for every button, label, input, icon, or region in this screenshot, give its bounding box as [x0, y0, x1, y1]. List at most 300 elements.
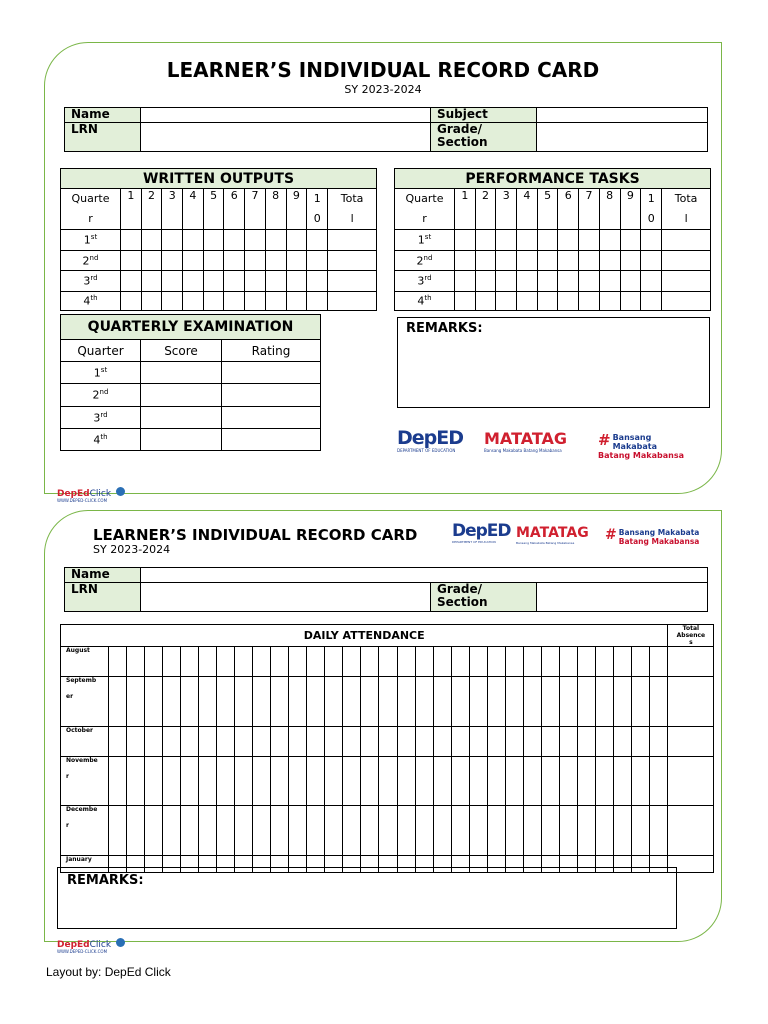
written-outputs-table: [60, 168, 377, 311]
attendance-day-cell[interactable]: [577, 806, 595, 856]
attendance-day-cell[interactable]: [631, 647, 649, 677]
attendance-day-cell[interactable]: [181, 677, 199, 727]
grade-section-label: [431, 123, 537, 152]
attendance-day-cell[interactable]: [523, 806, 541, 856]
watermark-brand-b: Click: [89, 489, 112, 499]
performance-tasks-table: [394, 168, 711, 311]
card1-title: LEARNER’S INDIVIDUAL RECORD CARD: [166, 58, 600, 82]
attendance-day-cell[interactable]: [397, 677, 415, 727]
attendance-day-cell[interactable]: [559, 677, 577, 727]
col-num: 5: [203, 189, 224, 230]
attendance-row: [61, 806, 714, 856]
exam-score-cell[interactable]: [141, 429, 222, 451]
attendance-day-cell[interactable]: [253, 727, 271, 757]
attendance-day-cell[interactable]: [163, 677, 181, 727]
attendance-day-cell[interactable]: [397, 647, 415, 677]
attendance-day-cell[interactable]: [577, 757, 595, 806]
bansang-text: Bansang Makabata: [612, 433, 658, 451]
quarter-head-b: r: [422, 212, 427, 225]
attendance-day-cell[interactable]: [577, 727, 595, 757]
col-num: 3: [496, 189, 517, 230]
attendance-day-cell[interactable]: [541, 677, 559, 727]
attendance-day-cell[interactable]: [613, 647, 631, 677]
written-row-q2: [61, 251, 377, 271]
mouse-cursor-icon: [116, 938, 125, 947]
total-a: Tota: [340, 192, 364, 205]
attendance-day-cell[interactable]: [523, 677, 541, 727]
attendance-day-cell[interactable]: [595, 647, 613, 677]
quarter-sup: rd: [424, 274, 432, 283]
attendance-day-cell[interactable]: [199, 647, 217, 677]
grade-section-field[interactable]: [537, 123, 708, 152]
attendance-day-cell[interactable]: [253, 677, 271, 727]
attendance-day-cell[interactable]: [469, 727, 487, 757]
attendance-day-cell[interactable]: [649, 757, 667, 806]
attendance-day-cell[interactable]: [451, 677, 469, 727]
card2-remarks-label: REMARKS:: [67, 873, 144, 888]
attendance-day-cell[interactable]: [253, 806, 271, 856]
card2-title: LEARNER’S INDIVIDUAL RECORD CARD: [93, 526, 418, 544]
attendance-day-cell[interactable]: [649, 806, 667, 856]
attendance-day-cell[interactable]: [451, 647, 469, 677]
month-label-line: January: [66, 856, 92, 863]
quarter-label: 3: [93, 411, 101, 425]
month-label-line: August: [66, 647, 90, 654]
attendance-day-cell[interactable]: [523, 757, 541, 806]
col-num: 2: [475, 189, 496, 230]
attendance-day-cell[interactable]: [289, 727, 307, 757]
name-field[interactable]: [141, 568, 708, 583]
deped-logo-sub: DEPARTMENT OF EDUCATION: [397, 448, 456, 453]
attendance-day-cell[interactable]: [415, 727, 433, 757]
month-label-line: October: [66, 727, 93, 734]
exam-rating-cell[interactable]: [222, 429, 321, 451]
quarter-label: 4: [417, 294, 425, 308]
attendance-day-cell[interactable]: [289, 677, 307, 727]
attendance-day-cell[interactable]: [559, 727, 577, 757]
attendance-day-cell[interactable]: [109, 727, 127, 757]
lrn-label: LRN: [65, 583, 141, 612]
attendance-day-cell[interactable]: [595, 806, 613, 856]
attendance-day-cell[interactable]: [127, 647, 145, 677]
month-label: [61, 757, 109, 806]
performance-header-row: [395, 189, 711, 230]
col-num: 8: [265, 189, 286, 230]
attendance-day-cell[interactable]: [325, 806, 343, 856]
quarter-head-b: r: [88, 212, 93, 225]
attendance-day-cell[interactable]: [361, 806, 379, 856]
attendance-day-cell[interactable]: [271, 757, 289, 806]
attendance-day-cell[interactable]: [379, 806, 397, 856]
attendance-day-cell[interactable]: [379, 647, 397, 677]
month-label: [61, 727, 109, 757]
attendance-day-cell[interactable]: [199, 677, 217, 727]
ten-b: 0: [647, 212, 655, 225]
attendance-day-cell[interactable]: [541, 757, 559, 806]
attendance-day-cell[interactable]: [595, 677, 613, 727]
matatag-logo-text: MATATAG: [516, 525, 589, 541]
attendance-day-cell[interactable]: [379, 757, 397, 806]
month-label: [61, 677, 109, 727]
attendance-day-cell[interactable]: [199, 806, 217, 856]
col-num: 2: [141, 189, 162, 230]
grade-section-field[interactable]: [537, 583, 708, 612]
attendance-day-cell[interactable]: [613, 677, 631, 727]
month-label-line: Septemb: [66, 677, 97, 684]
attendance-day-cell[interactable]: [217, 647, 235, 677]
attendance-day-cell[interactable]: [451, 757, 469, 806]
attendance-day-cell[interactable]: [361, 757, 379, 806]
performance-row-q1: [395, 230, 711, 251]
attendance-day-cell[interactable]: [127, 806, 145, 856]
written-row-q4: [61, 292, 377, 311]
attendance-row: [61, 727, 714, 757]
exam-rating-cell[interactable]: [222, 407, 321, 429]
attendance-day-cell[interactable]: [325, 677, 343, 727]
quarter-label: 1: [83, 233, 91, 247]
col-num: 4: [517, 189, 538, 230]
attendance-day-cell[interactable]: [199, 757, 217, 806]
attendance-day-cell[interactable]: [325, 727, 343, 757]
attendance-day-cell[interactable]: [163, 727, 181, 757]
col-num: 9: [286, 189, 307, 230]
attendance-day-cell[interactable]: [145, 757, 163, 806]
total-absences-cell[interactable]: [668, 647, 714, 677]
attendance-day-cell[interactable]: [361, 677, 379, 727]
total-absences-line: Absence: [676, 632, 706, 639]
attendance-day-cell[interactable]: [469, 677, 487, 727]
card1-remarks-box[interactable]: [397, 317, 710, 408]
grade-section-label: [431, 583, 537, 612]
exam-col-rating: Rating: [222, 340, 321, 362]
attendance-day-cell[interactable]: [271, 806, 289, 856]
ten-b: 0: [313, 212, 321, 225]
attendance-day-cell[interactable]: [145, 677, 163, 727]
quarter-sup: th: [100, 432, 108, 441]
attendance-day-cell[interactable]: [433, 647, 451, 677]
exam-score-cell[interactable]: [141, 384, 222, 407]
attendance-day-cell[interactable]: [631, 806, 649, 856]
card2-info-table: [64, 567, 708, 612]
attendance-day-cell[interactable]: [145, 727, 163, 757]
attendance-day-cell[interactable]: [163, 806, 181, 856]
deped-logo-sub: DEPARTMENT OF EDUCATION: [452, 540, 496, 544]
attendance-day-cell[interactable]: [109, 677, 127, 727]
col-num: 8: [599, 189, 620, 230]
month-label: [61, 647, 109, 677]
attendance-day-cell[interactable]: [613, 727, 631, 757]
attendance-day-cell[interactable]: [631, 677, 649, 727]
attendance-day-cell[interactable]: [343, 727, 361, 757]
col-num: 1: [455, 189, 476, 230]
hashtag-icon: #: [605, 527, 617, 543]
attendance-day-cell[interactable]: [469, 757, 487, 806]
quarter-label: 2: [82, 254, 90, 268]
attendance-day-cell[interactable]: [253, 757, 271, 806]
attendance-day-cell[interactable]: [343, 806, 361, 856]
attendance-day-cell[interactable]: [379, 727, 397, 757]
exam-rating-cell[interactable]: [222, 384, 321, 407]
quarter-sup: nd: [423, 253, 433, 262]
quarter-label: 1: [93, 366, 101, 380]
daily-attendance-table: [60, 624, 714, 873]
attendance-day-cell[interactable]: [325, 757, 343, 806]
col-num: 3: [162, 189, 183, 230]
attendance-day-cell[interactable]: [487, 757, 505, 806]
attendance-day-cell[interactable]: [559, 806, 577, 856]
deped-click-watermark: [57, 932, 125, 954]
quarter-label: 4: [93, 433, 101, 447]
bansang-makabata-logo: [598, 433, 693, 460]
card1-school-year: SY 2023-2024: [344, 83, 422, 96]
attendance-day-cell[interactable]: [649, 677, 667, 727]
attendance-day-cell[interactable]: [397, 806, 415, 856]
performance-row-q4: [395, 292, 711, 311]
total-absences-cell[interactable]: [668, 757, 714, 806]
exam-score-cell[interactable]: [141, 362, 222, 384]
attendance-day-cell[interactable]: [235, 757, 253, 806]
quarter-label: 4: [83, 294, 91, 308]
quarter-label: 1: [417, 233, 425, 247]
quarter-sup: nd: [99, 388, 109, 397]
attendance-day-cell[interactable]: [523, 727, 541, 757]
attendance-day-cell[interactable]: [289, 647, 307, 677]
attendance-day-cell[interactable]: [109, 647, 127, 677]
attendance-day-cell[interactable]: [505, 727, 523, 757]
attendance-day-cell[interactable]: [235, 727, 253, 757]
attendance-day-cell[interactable]: [613, 806, 631, 856]
matatag-logo: [484, 430, 576, 458]
attendance-day-cell[interactable]: [505, 757, 523, 806]
attendance-day-cell[interactable]: [433, 727, 451, 757]
layout-credit: Layout by: DepEd Click: [46, 965, 171, 979]
attendance-day-cell[interactable]: [487, 727, 505, 757]
performance-tasks-title: PERFORMANCE TASKS: [395, 169, 711, 189]
attendance-day-cell[interactable]: [181, 647, 199, 677]
attendance-day-cell[interactable]: [307, 727, 325, 757]
attendance-day-cell[interactable]: [523, 647, 541, 677]
attendance-day-cell[interactable]: [127, 757, 145, 806]
attendance-day-cell[interactable]: [235, 647, 253, 677]
attendance-day-cell[interactable]: [433, 757, 451, 806]
attendance-day-cell[interactable]: [379, 677, 397, 727]
col-num: 9: [620, 189, 641, 230]
exam-row-q4: [61, 429, 321, 451]
deped-click-watermark: [57, 481, 125, 503]
attendance-day-cell[interactable]: [145, 647, 163, 677]
month-label-line: r: [66, 822, 69, 829]
subject-field[interactable]: [537, 108, 708, 123]
total-absences-cell[interactable]: [668, 806, 714, 856]
attendance-day-cell[interactable]: [253, 647, 271, 677]
attendance-day-cell[interactable]: [613, 757, 631, 806]
attendance-day-cell[interactable]: [649, 647, 667, 677]
lrn-field[interactable]: [141, 123, 431, 152]
quarterly-exam-title: QUARTERLY EXAMINATION: [61, 315, 321, 340]
attendance-day-cell[interactable]: [145, 806, 163, 856]
attendance-day-cell[interactable]: [541, 647, 559, 677]
col-num: 5: [537, 189, 558, 230]
section-label: Section: [437, 595, 488, 609]
mouse-cursor-icon: [116, 487, 125, 496]
deped-logo: [452, 521, 511, 544]
attendance-day-cell[interactable]: [271, 647, 289, 677]
exam-col-score: Score: [141, 340, 222, 362]
matatag-logo-sub: Bansang Makabata Batang Makabansa: [516, 541, 575, 545]
attendance-day-cell[interactable]: [181, 806, 199, 856]
attendance-day-cell[interactable]: [307, 757, 325, 806]
attendance-day-cell[interactable]: [487, 647, 505, 677]
attendance-row: [61, 677, 714, 727]
attendance-day-cell[interactable]: [595, 757, 613, 806]
quarter-label: 3: [83, 274, 91, 288]
bansang-text: Bansang Makabata: [618, 528, 700, 537]
ten-a: 1: [647, 192, 655, 205]
col-num: 6: [558, 189, 579, 230]
attendance-day-cell[interactable]: [109, 806, 127, 856]
attendance-day-cell[interactable]: [307, 806, 325, 856]
attendance-day-cell[interactable]: [361, 647, 379, 677]
attendance-day-cell[interactable]: [541, 727, 559, 757]
attendance-day-cell[interactable]: [451, 806, 469, 856]
attendance-day-cell[interactable]: [415, 677, 433, 727]
exam-row-q1: [61, 362, 321, 384]
attendance-day-cell[interactable]: [181, 757, 199, 806]
attendance-day-cell[interactable]: [559, 647, 577, 677]
attendance-day-cell[interactable]: [631, 757, 649, 806]
total-absences-line: Total: [682, 625, 700, 632]
performance-row-q3: [395, 271, 711, 292]
written-outputs-title: WRITTEN OUTPUTS: [61, 169, 377, 189]
name-field[interactable]: [141, 108, 431, 123]
attendance-day-cell[interactable]: [163, 647, 181, 677]
attendance-day-cell[interactable]: [127, 727, 145, 757]
attendance-day-cell[interactable]: [649, 727, 667, 757]
deped-logo-text: DepED: [397, 427, 464, 449]
month-label-line: r: [66, 773, 69, 780]
watermark-brand-a: DepEd: [57, 940, 90, 950]
attendance-day-cell[interactable]: [343, 757, 361, 806]
attendance-day-cell[interactable]: [469, 806, 487, 856]
total-b: l: [684, 212, 688, 225]
bansang-makabata-logo: [605, 528, 700, 546]
quarter-sup: rd: [90, 274, 98, 283]
attendance-day-cell[interactable]: [217, 677, 235, 727]
daily-attendance-title: DAILY ATTENDANCE: [61, 625, 668, 647]
attendance-day-cell[interactable]: [505, 806, 523, 856]
total-absences-line: s: [689, 639, 693, 646]
attendance-day-cell[interactable]: [505, 647, 523, 677]
attendance-day-cell[interactable]: [487, 806, 505, 856]
attendance-day-cell[interactable]: [271, 727, 289, 757]
quarter-head-a: Quarte: [405, 192, 444, 205]
total-absences-cell[interactable]: [668, 677, 714, 727]
performance-row-q2: [395, 251, 711, 271]
attendance-day-cell[interactable]: [433, 806, 451, 856]
attendance-day-cell[interactable]: [289, 806, 307, 856]
attendance-day-cell[interactable]: [397, 757, 415, 806]
attendance-row: [61, 757, 714, 806]
attendance-day-cell[interactable]: [595, 727, 613, 757]
attendance-day-cell[interactable]: [469, 647, 487, 677]
attendance-day-cell[interactable]: [397, 727, 415, 757]
attendance-day-cell[interactable]: [271, 677, 289, 727]
total-a: Tota: [674, 192, 698, 205]
exam-score-cell[interactable]: [141, 407, 222, 429]
attendance-day-cell[interactable]: [415, 757, 433, 806]
col-num: 6: [224, 189, 245, 230]
attendance-day-cell[interactable]: [631, 727, 649, 757]
col-num: 7: [245, 189, 266, 230]
quarter-label: 2: [92, 388, 100, 402]
total-b: l: [350, 212, 354, 225]
attendance-day-cell[interactable]: [343, 677, 361, 727]
attendance-day-cell[interactable]: [289, 757, 307, 806]
subject-label: Subject: [431, 108, 537, 123]
exam-rating-cell[interactable]: [222, 362, 321, 384]
quarter-head-a: Quarte: [71, 192, 110, 205]
attendance-day-cell[interactable]: [577, 647, 595, 677]
quarter-sup: st: [90, 233, 98, 242]
matatag-logo: [516, 525, 596, 545]
attendance-day-cell[interactable]: [505, 677, 523, 727]
attendance-day-cell[interactable]: [307, 647, 325, 677]
quarter-sup: th: [424, 294, 432, 303]
attendance-day-cell[interactable]: [577, 677, 595, 727]
watermark-url: WWW.DEPED-CLICK.COM: [57, 949, 108, 954]
written-header-row: [61, 189, 377, 230]
attendance-day-cell[interactable]: [559, 757, 577, 806]
quarter-sup: nd: [89, 253, 99, 262]
exam-col-quarter: Quarter: [61, 340, 141, 362]
attendance-day-cell[interactable]: [415, 647, 433, 677]
attendance-day-cell[interactable]: [217, 727, 235, 757]
attendance-day-cell[interactable]: [307, 677, 325, 727]
watermark-brand-b: Click: [89, 940, 112, 950]
written-row-q3: [61, 271, 377, 292]
attendance-day-cell[interactable]: [109, 757, 127, 806]
attendance-day-cell[interactable]: [181, 727, 199, 757]
batang-text: Batang Makabansa: [618, 537, 700, 546]
attendance-day-cell[interactable]: [127, 677, 145, 727]
attendance-day-cell[interactable]: [325, 647, 343, 677]
card1-remarks-label: REMARKS:: [406, 321, 483, 336]
attendance-day-cell[interactable]: [199, 727, 217, 757]
lrn-field[interactable]: [141, 583, 431, 612]
attendance-day-cell[interactable]: [541, 806, 559, 856]
name-label: Name: [65, 108, 141, 123]
quarterly-exam-table: [60, 314, 321, 451]
total-absences-cell[interactable]: [668, 727, 714, 757]
matatag-logo-text: MATATAG: [484, 429, 568, 448]
grade-label: Grade/: [437, 122, 482, 136]
attendance-day-cell[interactable]: [217, 757, 235, 806]
attendance-day-cell[interactable]: [487, 677, 505, 727]
attendance-day-cell[interactable]: [235, 806, 253, 856]
attendance-day-cell[interactable]: [361, 727, 379, 757]
attendance-day-cell[interactable]: [217, 806, 235, 856]
attendance-day-cell[interactable]: [451, 727, 469, 757]
quarter-sup: rd: [100, 410, 108, 419]
month-label-line: Novembe: [66, 757, 98, 764]
month-label-line: Decembe: [66, 806, 98, 813]
attendance-day-cell[interactable]: [235, 677, 253, 727]
attendance-day-cell[interactable]: [415, 806, 433, 856]
attendance-day-cell[interactable]: [163, 757, 181, 806]
card2-remarks-box[interactable]: [57, 867, 677, 929]
attendance-day-cell[interactable]: [433, 677, 451, 727]
attendance-day-cell[interactable]: [343, 647, 361, 677]
